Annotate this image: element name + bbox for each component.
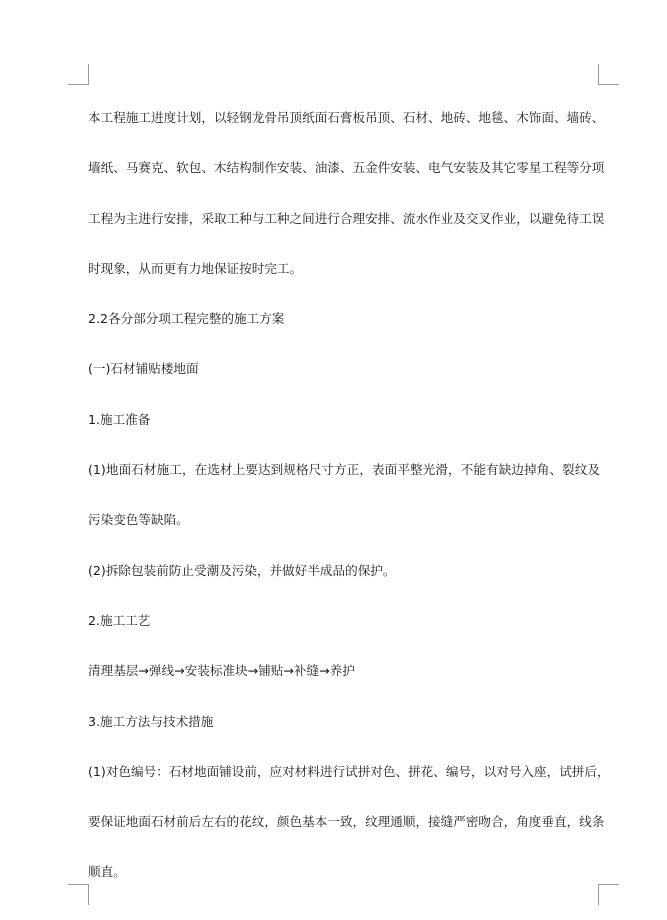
document-body [88,93,610,898]
paragraph-line: 顺直。 [88,864,126,880]
page-corner-mark-bottom-left [68,884,89,905]
item-heading: 3.施工方法与技术措施 [88,713,214,729]
paragraph-line: 要保证地面石材前后左右的花纹，颜色基本一致，纹理通顺，接缝严密吻合，角度垂直，线条 [88,814,605,830]
paragraph-line: 污染变色等缺陷。 [88,512,189,528]
process-flow-line: 清理基层→弹线→安装标准块→铺贴→补缝→养护 [88,663,355,679]
paragraph-line: 工程为主进行安排，采取工种与工种之间进行合理安排、流水作业及交叉作业，以避免待工误 [88,210,605,226]
paragraph-line: 墙纸、马赛克、软包、木结构制作安装、油漆、五金件安装、电气安装及其它零星工程等分项 [88,160,605,176]
item-heading: 1.施工准备 [88,411,151,427]
page-corner-mark-top-left [68,64,89,85]
paragraph-line: (1)地面石材施工，在选材上要达到规格尺寸方正，表面平整光滑，不能有缺边掉角、裂纹及 [88,462,600,478]
paragraph-line: (1)对色编号：石材地面铺设前，应对材料进行试拼对色、拼花、编号，以对号入座，试拼后， [88,763,610,779]
item-heading: 2.施工工艺 [88,612,151,628]
page-corner-mark-bottom-right [598,884,619,905]
section-heading: 2.2各分部分项工程完整的施工方案 [88,311,285,327]
paragraph-line: 本工程施工进度计划，以轻钢龙骨吊顶纸面石膏板吊顶、石材、地砖、地毯、木饰面、墙砖、 [88,110,605,125]
paragraph-line: 时现象，从而更有力地保证按时完工。 [88,260,303,276]
paragraph-line: (2)拆除包装前防止受潮及污染，并做好半成品的保护。 [88,562,396,578]
page-corner-mark-top-right [598,64,619,85]
subsection-heading: (一)石材铺贴楼地面 [88,361,199,377]
